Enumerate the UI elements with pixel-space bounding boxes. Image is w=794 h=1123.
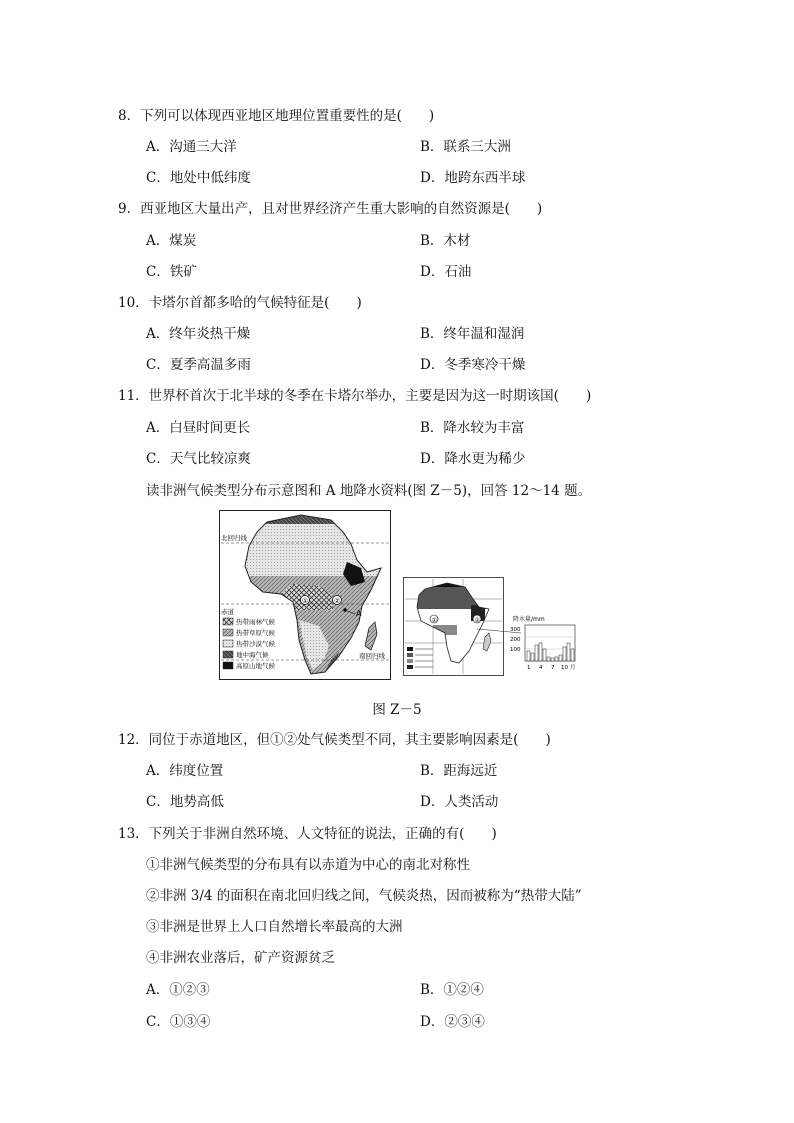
q9-option-c: C．铁矿	[146, 264, 197, 280]
inset-marker-2: ②	[474, 617, 480, 624]
q8-option-a: A．沟通三大洋	[146, 139, 237, 155]
q12-option-a: A．纬度位置	[146, 763, 224, 779]
label-tropic-north: 北回归线	[221, 534, 247, 542]
legend-item: 热带雨林气候	[236, 618, 275, 626]
inset-map-and-precipitation-chart	[403, 577, 579, 677]
legend-item: 热带草原气候	[236, 629, 275, 637]
question-8-stem: 8．下列可以体现西亚地区地理位置重要性的是( )	[118, 108, 435, 124]
map-legend	[223, 617, 276, 670]
q11-option-b: B．降水较为丰富	[420, 420, 525, 436]
q10-option-c: C．夏季高温多雨	[146, 357, 251, 373]
label-equator: 赤道	[221, 608, 234, 616]
q13-option-d: D．②③④	[420, 1014, 485, 1030]
legend-item: 高原山地气候	[236, 662, 275, 670]
legend-item: 热带沙漠气候	[236, 640, 275, 648]
q10-option-a: A．终年炎热干燥	[146, 326, 251, 342]
x-tick: 1	[527, 665, 531, 671]
q8-option-b: B．联系三大洲	[420, 139, 511, 155]
q13-option-a: A．①②③	[146, 982, 210, 998]
q8-option-d: D．地跨东西半球	[420, 170, 526, 186]
label-tropic-south: 南回归线	[359, 652, 385, 660]
y-tick: 300	[510, 627, 521, 633]
x-tick: 4	[539, 665, 543, 671]
q13-option-b: B．①②④	[420, 982, 484, 998]
legend-item: 地中海气候	[236, 651, 269, 659]
q10-option-d: D．冬季寒冷干燥	[420, 357, 526, 373]
q12-option-c: C．地势高低	[146, 794, 224, 810]
q13-statement-4: ④非洲农业落后，矿产资源贫乏	[146, 950, 335, 966]
q13-option-c: C．①③④	[146, 1014, 211, 1030]
figure-intro: 读非洲气候类型分布示意图和 A 地降水资料(图 Z－5)，回答 12～14 题。	[146, 483, 592, 499]
q8-option-c: C．地处中低纬度	[146, 170, 251, 186]
q13-statement-3: ③非洲是世界上人口自然增长率最高的大洲	[146, 919, 403, 935]
x-tick: 10	[561, 665, 568, 671]
q13-statement-2: ②非洲 3/4 的面积在南北回归线之间，气候炎热，因而被称为“热带大陆”	[146, 888, 582, 904]
q11-option-d: D．降水更为稀少	[420, 451, 526, 467]
marker-1: ①	[302, 597, 309, 605]
question-9-stem: 9．西亚地区大量出产，且对世界经济产生重大影响的自然资源是( )	[118, 201, 543, 217]
y-tick: 200	[510, 637, 521, 643]
q9-option-a: A．煤炭	[146, 233, 197, 249]
q12-option-d: D．人类活动	[420, 794, 499, 810]
question-10-stem: 10．卡塔尔首都多哈的气候特征是( )	[118, 295, 362, 311]
y-tick: 100	[510, 647, 521, 653]
figure-caption: 图 Z－5	[372, 702, 422, 718]
q11-option-a: A．白昼时间更长	[146, 420, 251, 436]
x-tick: 月	[570, 665, 576, 671]
question-11-stem: 11．世界杯首次于北半球的冬季在卡塔尔举办，主要是因为这一时期该国( )	[118, 388, 592, 404]
q11-option-c: C．天气比较凉爽	[146, 451, 251, 467]
q9-option-b: B．木材	[420, 233, 471, 249]
point-a-label: A	[356, 609, 362, 618]
x-tick: 7	[551, 665, 555, 671]
question-12-stem: 12．同位于赤道地区，但①②处气候类型不同，其主要影响因素是( )	[118, 732, 551, 748]
marker-2: ②	[334, 597, 341, 605]
q13-statement-1: ①非洲气候类型的分布具有以赤道为中心的南北对称性	[146, 857, 470, 873]
precip-axis-label: 降水量/mm	[513, 616, 545, 623]
africa-climate-map	[219, 510, 391, 680]
q9-option-d: D．石油	[420, 264, 472, 280]
question-13-stem: 13．下列关于非洲自然环境、人文特征的说法，正确的有( )	[118, 826, 497, 842]
q10-option-b: B．终年温和湿润	[420, 326, 525, 342]
q12-option-b: B．距海远近	[420, 763, 498, 779]
inset-marker-1: ①	[431, 617, 437, 624]
